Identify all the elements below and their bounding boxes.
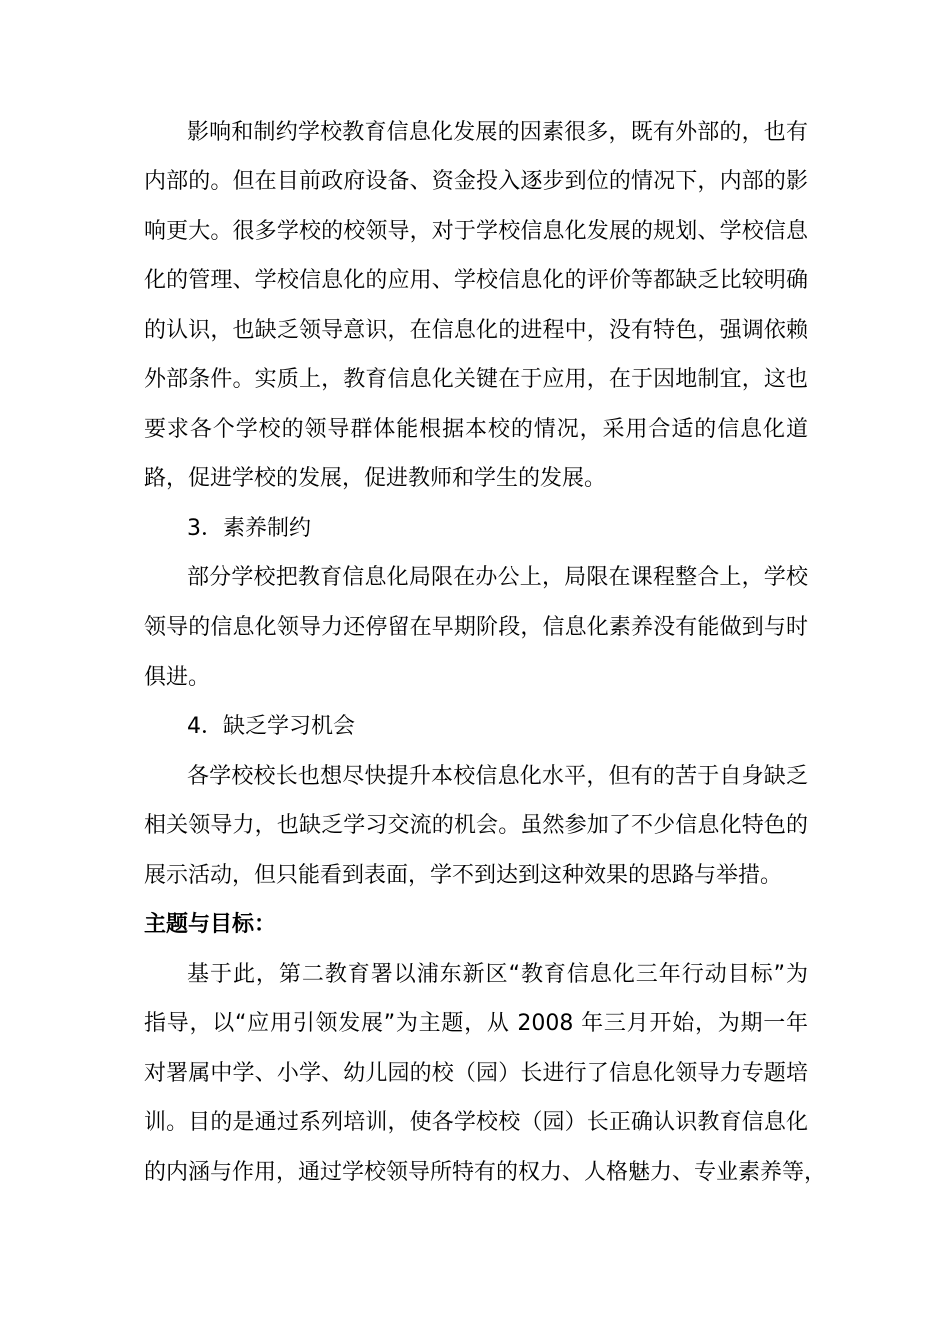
paragraph-line: 指导，以“应用引领发展”为主题，从 2008 年三月开始，为期一年 [144, 1011, 808, 1036]
paragraph-line: 俱进。 [144, 665, 211, 690]
section-heading: 3．素养制约 [187, 516, 311, 541]
paragraph-line: 内部的。但在目前政府设备、资金投入逐步到位的情况下，内部的影 [144, 169, 808, 194]
paragraph-line: 路，促进学校的发展，促进教师和学生的发展。 [144, 466, 607, 491]
paragraph-line: 的内涵与作用，通过学校领导所特有的权力、人格魅力、专业素养等， [144, 1160, 827, 1185]
paragraph-line: 外部条件。实质上，教育信息化关键在于应用，在于因地制宜，这也 [144, 367, 808, 392]
paragraph-line: 的认识，也缺乏领导意识，在信息化的进程中，没有特色，强调依赖 [144, 318, 808, 343]
section-heading: 4．缺乏学习机会 [187, 714, 355, 739]
paragraph-line: 各学校校长也想尽快提升本校信息化水平，但有的苦于自身缺乏 [187, 764, 808, 789]
paragraph-line: 响更大。很多学校的校领导，对于学校信息化发展的规划、学校信息 [144, 219, 808, 244]
paragraph-line: 化的管理、学校信息化的应用、学校信息化的评价等都缺乏比较明确 [144, 268, 808, 293]
bold-heading: 主题与目标： [144, 912, 277, 937]
paragraph-line: 基于此，第二教育署以浦东新区“教育信息化三年行动目标”为 [187, 962, 809, 987]
paragraph-line: 领导的信息化领导力还停留在早期阶段，信息化素养没有能做到与时 [144, 615, 808, 640]
paragraph-line: 相关领导力，也缺乏学习交流的机会。虽然参加了不少信息化特色的 [144, 813, 808, 838]
paragraph-line: 影响和制约学校教育信息化发展的因素很多，既有外部的，也有 [187, 120, 808, 145]
paragraph-line: 对署属中学、小学、幼儿园的校（园）长进行了信息化领导力专题培 [144, 1061, 808, 1086]
paragraph-line: 训。目的是通过系列培训，使各学校校（园）长正确认识教育信息化 [144, 1110, 808, 1135]
paragraph-line: 部分学校把教育信息化局限在办公上，局限在课程整合上，学校 [187, 565, 808, 590]
paragraph-line: 展示活动，但只能看到表面，学不到达到这种效果的思路与举措。 [144, 863, 783, 888]
paragraph-line: 要求各个学校的领导群体能根据本校的情况，采用合适的信息化道 [144, 417, 808, 442]
